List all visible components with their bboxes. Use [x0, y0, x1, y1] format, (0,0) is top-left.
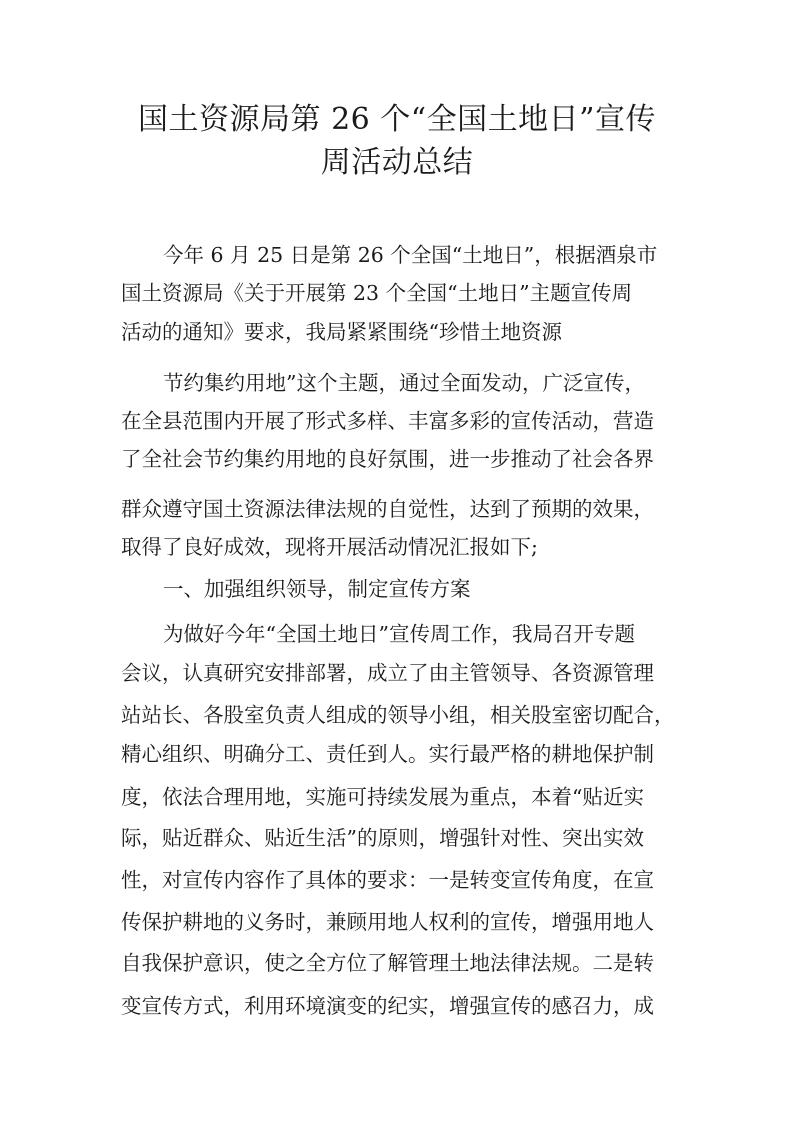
paragraph-line: 际，贴近群众、贴近生活”的原则，增强针对性、突出实效	[121, 826, 644, 850]
paragraph-line: 为做好今年“全国土地日”宣传周工作，我局召开专题	[163, 622, 635, 646]
paragraph-line: 群众遵守国土资源法律法规的自觉性，达到了预期的效果，	[121, 497, 654, 521]
paragraph-line: 了全社会节约集约用地的良好氛围，进一步推动了社会各界	[121, 447, 654, 471]
paragraph-line: 国土资源局《关于开展第 23 个全国“土地日”主题宣传周	[121, 281, 633, 305]
paragraph-line: 自我保护意识，使之全方位了解管理土地法律法规。二是转	[121, 951, 654, 975]
paragraph-line: 在全县范围内开展了形式多样、丰富多彩的宣传活动，营造	[121, 409, 654, 433]
paragraph-line: 取得了良好成效，现将开展活动情况汇报如下;	[121, 535, 538, 559]
paragraph-line: 度，依法合理用地，实施可持续发展为重点，本着“贴近实	[121, 785, 644, 809]
document-title-line-1: 国土资源局第 26 个“全国土地日”宣传	[138, 102, 656, 137]
paragraph-line: 会议，认真研究安排部署，成立了由主管领导、各资源管理	[121, 661, 654, 685]
section-heading: 一、加强组织领导，制定宣传方案	[163, 577, 471, 601]
paragraph-line: 今年 6 月 25 日是第 26 个全国“土地日”，根据酒泉市	[163, 243, 658, 267]
paragraph-line: 精心组织、明确分工、责任到人。实行最严格的耕地保护制	[121, 742, 654, 766]
paragraph-line: 活动的通知》要求，我局紧紧围绕“珍惜土地资源	[121, 320, 562, 344]
paragraph-line: 站站长、各股室负责人组成的领导小组，相关股室密切配合，	[121, 703, 675, 727]
paragraph-line: 性，对宣传内容作了具体的要求：一是转变宣传角度，在宣	[121, 868, 654, 892]
document-title-line-2: 周活动总结	[320, 145, 474, 180]
paragraph-line: 变宣传方式，利用环境演变的纪实，增强宣传的感召力，成	[121, 994, 654, 1018]
paragraph-line: 节约集约用地”这个主题，通过全面发动，广泛宣传，	[163, 371, 645, 395]
paragraph-line: 传保护耕地的义务时，兼顾用地人权利的宣传，增强用地人	[121, 910, 654, 934]
